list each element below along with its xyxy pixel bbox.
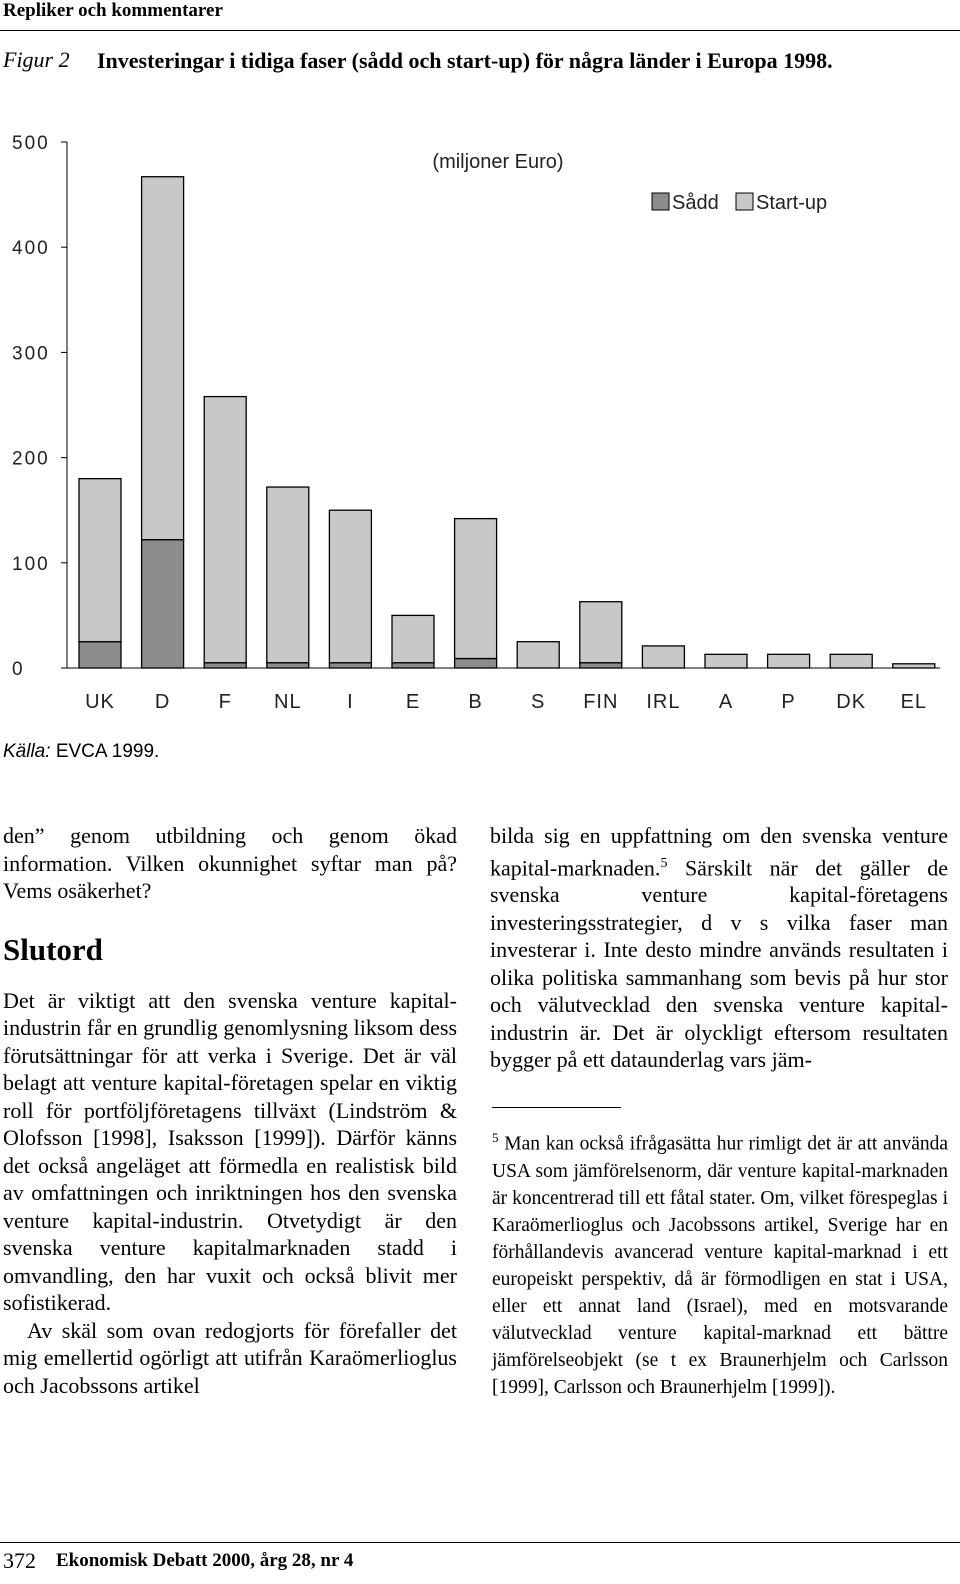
source-label: Källa: [3,741,51,762]
x-tick-label: P [781,691,796,713]
paragraph [490,822,948,1074]
right-column [490,822,948,1074]
bar-s-dd-uk [79,642,121,668]
footnote [492,1124,948,1401]
x-tick-label: S [531,691,546,713]
x-tick-label: E [405,691,421,713]
y-tick-label: 0 [12,659,25,680]
figure-title: Investeringar i tidiga faser (sådd och start-up) för några länder i Europa 1998. [97,48,833,73]
x-tick-label: UK [85,691,115,713]
bar-s-dd-e [392,663,434,668]
bar-s-dd-b [455,659,497,668]
bar-start-up-irl [642,646,684,668]
y-tick-label: 400 [12,238,50,260]
bar-start-up-e [392,615,434,662]
section-heading: Slutord [3,931,103,967]
x-tick-label: I [347,691,354,713]
y-tick-label: 500 [12,133,50,154]
x-tick-label: NL [274,691,302,713]
paragraph-text: Särskilt när det gäller de svenska venture kapital-företagens investeringsstrategier, d v s vilka faser man investerar i. Inte desto mindre används resultaten i olika politiska sammanhang som bevis på hur stor och välutvecklad den svenska venture kapital-industrin är. Det är olyckligt eftersom resultaten bygger på ett dataunderlag vars jäm- [490,854,948,1073]
bar-start-up-dk [830,654,872,668]
bar-start-up-el [893,664,935,668]
source-text: EVCA 1999. [55,741,160,762]
footnote-reference: 5 [660,855,668,871]
running-head: Repliker och kommentarer [3,0,223,21]
y-tick-label: 300 [12,343,50,365]
x-tick-label: DK [836,691,867,713]
bar-series [79,177,935,668]
y-tick-label: 200 [12,448,50,470]
footnote-rule [492,1107,621,1108]
x-tick-label: D [154,691,171,713]
paragraph: den” genom utbildning och genom ökad information. Vilken okunnighet syftar man på? Vems osäkerhet? [3,823,457,903]
journal-title: Ekonomisk Debatt 2000, årg 28, nr 4 [56,1550,354,1571]
x-tick-label: EL [900,691,928,713]
bar-start-up-s [517,642,559,668]
left-column [3,822,457,1399]
legend-label: Start-up [756,192,828,214]
footer-rule [0,1542,960,1543]
paragraph: Det är viktigt att den svenska venture kapital-industrin får en grundlig genomlysning liksom dess förutsättningar för att verka i Sverige. Det är väl belagt att venture kapital-företagen spelar en viktig roll för portföljföretagens tillväxt (Lindström & Olofsson [1998], Isaksson [1999]). Därför känns det också angeläget att förmedla en realistisk bild av omfattningen och inriktningen hos den svenska venture kapital-industrin. Otvetydigt är den svenska venture kapitalmarknaden stadd i omvandling, den har vuxit och också blivit mer sofistikerad. [3,987,457,1315]
figure-label: Figur 2 [3,47,70,72]
x-tick-label: A [718,691,734,713]
legend-swatch [652,193,669,210]
bar-s-dd-fin [580,663,622,668]
bar-s-dd-i [329,663,371,668]
x-tick-label: FIN [583,691,619,713]
bar-start-up-a [705,654,747,668]
paragraph: Av skäl som ovan redogjorts för förefaller det mig emellertid ogörligt att utifrån Karaömerlioglus och Jacobssons artikel [3,1317,457,1398]
figure-source [3,741,159,763]
bar-start-up-nl [267,487,309,663]
legend-label: Sådd [672,192,719,214]
page-number: 372 [3,1548,36,1573]
bar-start-up-d [142,177,184,540]
bar-s-dd-f [204,663,246,668]
paragraph-text: bilda sig en uppfattning om den svenska venture kapital-marknaden. [490,823,948,880]
x-tick-label: B [468,691,483,713]
footnote-text: Man kan också ifrågasätta hur rimligt det är att använda USA som jämförelsenorm, där venture kapital-marknaden är koncentrerad till ett fåtal stater. Om, vilket förespeglas i Karaömerlioglus och Jacobssons artikel, Sverige har en förhållandevis avancerad venture kapital-marknad i ett europeiskt perspektiv, då är förmodligen en stat i USA, eller ett annat land (Israel), med en motsvarande välutvecklad venture kapital-marknad ett bättre jämförelseobjekt (se t ex Braunerhjelm och Carlsson [1999], Carlsson och Braunerhjelm [1999]). [492,1133,948,1398]
bar-s-dd-d [142,540,184,668]
x-tick-label: F [218,691,232,713]
chart-legend [652,192,827,214]
bar-chart [0,120,960,720]
bar-start-up-fin [580,602,622,663]
footnote-number: 5 [492,1130,499,1145]
bar-start-up-b [455,519,497,659]
bar-start-up-i [329,510,371,663]
header-rule [0,30,960,31]
x-axis-labels [85,691,927,713]
legend-swatch [736,193,753,210]
y-tick-label: 100 [12,553,50,575]
bar-start-up-f [204,397,246,663]
bar-start-up-p [768,654,810,668]
chart-annotation: (miljoner Euro) [432,151,564,173]
bar-s-dd-nl [267,663,309,668]
bar-start-up-uk [79,479,121,642]
x-tick-label: IRL [646,691,681,713]
